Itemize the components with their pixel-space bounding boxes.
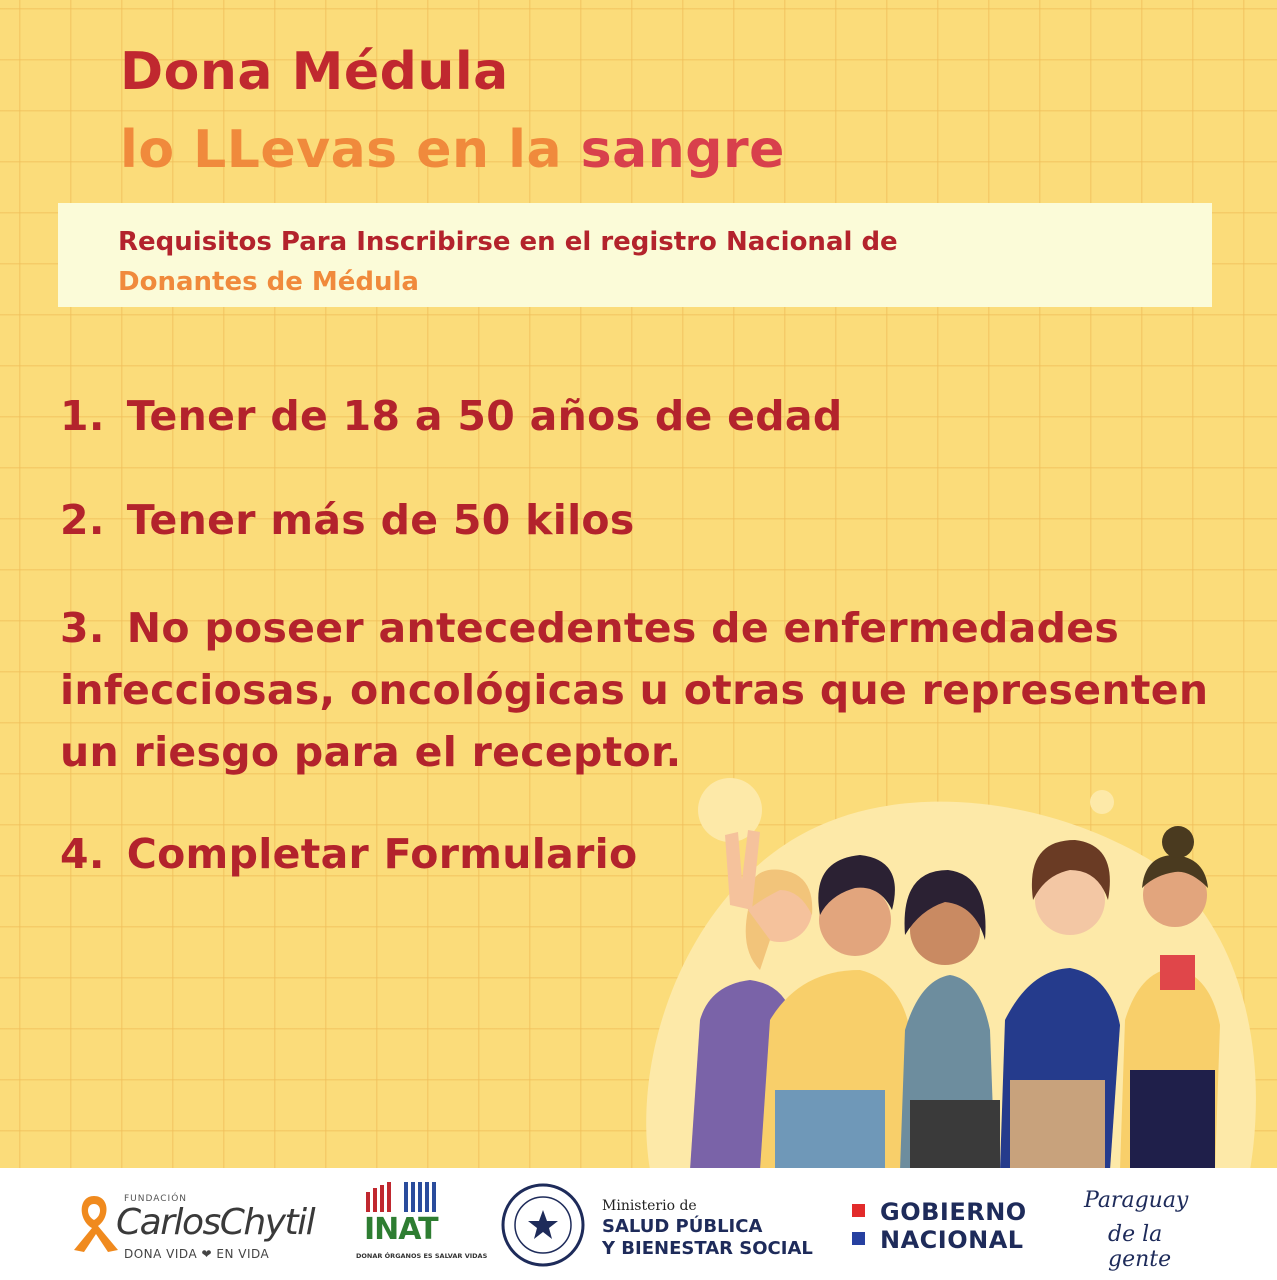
blue-square-icon xyxy=(852,1232,865,1245)
title-line1: Dona Médula xyxy=(120,42,509,102)
item-number: 4. xyxy=(60,830,105,878)
national-seal-icon xyxy=(500,1182,590,1268)
awareness-ribbon-icon xyxy=(66,1192,122,1252)
logo-name-b: Chytil xyxy=(219,1202,315,1243)
requirements-line1: Requisitos Para Inscribirse en el registro Nacional de xyxy=(118,227,898,257)
ministerio-label: Ministerio de xyxy=(602,1198,697,1214)
requirement-item-1 xyxy=(60,385,843,447)
pdlg-line1: Paraguay xyxy=(1084,1188,1189,1213)
inat-subtitle: DONAR ÓRGANOS ES SALVAR VIDAS xyxy=(356,1252,488,1260)
gobierno-nacional-logo xyxy=(850,1196,1040,1256)
item-number: 3. xyxy=(60,604,105,652)
paraguay-de-la-gente-logo xyxy=(1082,1186,1232,1272)
logo-tagline: DONA VIDA ❤ EN VIDA xyxy=(124,1247,270,1261)
ministerio-line3: Y BIENESTAR SOCIAL xyxy=(602,1238,813,1259)
requirement-item-3 xyxy=(60,597,1230,783)
ministerio-line2: SALUD PÚBLICA xyxy=(602,1216,763,1237)
logo-name-a: Carlos xyxy=(116,1202,220,1243)
requirements-box xyxy=(58,203,1212,307)
item-number: 1. xyxy=(60,392,105,440)
title-line2 xyxy=(120,120,785,180)
gobierno-line2: NACIONAL xyxy=(880,1226,1024,1254)
title-line2-accent: sangre xyxy=(580,120,785,180)
item-text: Completar Formulario xyxy=(126,830,638,878)
item-text: No poseer antecedentes de enfermedades infecciosas, oncológicas u otras que representen un riesgo para el receptor. xyxy=(60,604,1209,776)
logo-fund-label: FUNDACIÓN xyxy=(124,1194,188,1204)
pdlg-line2: de la gente xyxy=(1108,1222,1172,1272)
group-of-people-illustration xyxy=(630,770,1260,1170)
inat-bars-icon xyxy=(356,1182,456,1212)
red-square-icon xyxy=(852,1204,865,1217)
inat-word: INAT xyxy=(364,1212,438,1247)
requirements-line2: Donantes de Médula xyxy=(118,267,419,297)
ministerio-salud-logo xyxy=(500,1182,820,1268)
gobierno-line1: GOBIERNO xyxy=(880,1198,1027,1226)
logo-name xyxy=(116,1202,314,1243)
item-number: 2. xyxy=(60,496,105,544)
title-line2-part1: lo LLevas en la xyxy=(120,120,563,180)
footer-logos xyxy=(0,1168,1277,1280)
requirement-item-4 xyxy=(60,823,637,885)
item-text: Tener más de 50 kilos xyxy=(126,496,635,544)
fundacion-carlos-chytil-logo xyxy=(66,1192,315,1262)
inat-logo xyxy=(356,1182,488,1264)
requirement-item-2 xyxy=(60,489,635,551)
item-text: Tener de 18 a 50 años de edad xyxy=(126,392,843,440)
